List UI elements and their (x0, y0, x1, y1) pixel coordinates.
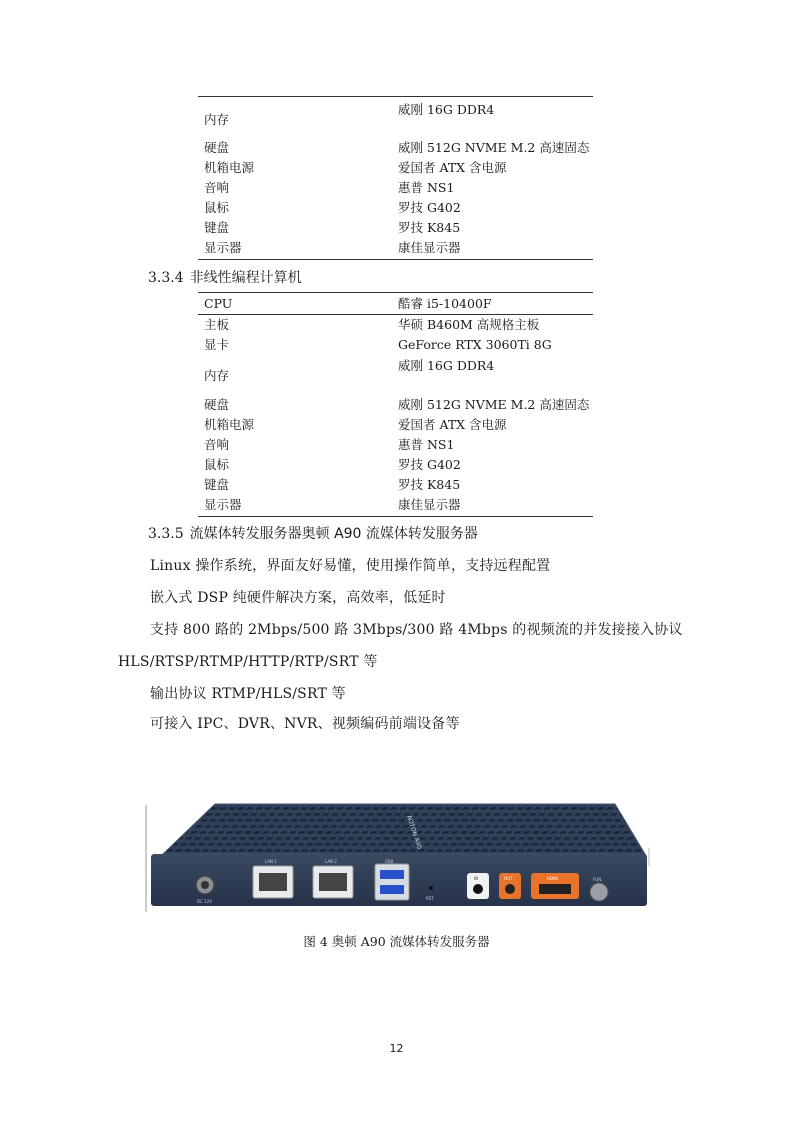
row-value: 康佳显示器 (398, 497, 461, 512)
table-bottom-rule (198, 259, 593, 260)
row-key: 显示器 (204, 497, 242, 512)
device-top (163, 804, 645, 854)
table-row (198, 100, 593, 140)
paragraph-streams-cont: HLS/RTSP/RTMP/HTTP/RTP/SRT 等 (118, 654, 378, 670)
table-row (198, 294, 593, 314)
row-value: 康佳显示器 (398, 240, 461, 255)
row-key: 显卡 (204, 337, 230, 352)
paragraph-os: Linux 操作系统，界面友好易懂，使用操作简单，支持远程配置 (150, 558, 551, 574)
table-row (198, 315, 593, 335)
section-title: 流媒体转发服务器奥顿 A90 流媒体转发服务器 (189, 526, 478, 542)
row-key: 显示器 (204, 240, 242, 255)
section-heading-3-3-4 (148, 267, 302, 287)
row-value: 酷睿 i5-10400F (398, 296, 492, 311)
section-number: 3.3.4 (148, 270, 184, 286)
paragraph-output: 输出协议 RTMP/HLS/SRT 等 (150, 686, 346, 702)
paragraph-input-devices: 可接入 IPC、DVR、NVR、视频编码前端设备等 (150, 716, 460, 732)
row-key: 主板 (204, 317, 230, 332)
row-key: 键盘 (204, 220, 230, 235)
table-row (198, 238, 593, 258)
row-value: 威刚 16G DDR4 (398, 358, 495, 373)
function-button (590, 883, 608, 901)
table-row (198, 178, 593, 198)
table-row (198, 495, 593, 515)
a90-device-image (145, 800, 650, 915)
table-row (198, 158, 593, 178)
section-heading-3-3-5 (148, 523, 478, 543)
table-row (198, 475, 593, 495)
row-value: 罗技 K845 (398, 477, 461, 492)
row-key: 硬盘 (204, 140, 230, 155)
row-value: 罗技 G402 (398, 457, 461, 472)
row-key: 机箱电源 (204, 160, 255, 175)
table-row (198, 435, 593, 455)
row-value: 爱国者 ATX 含电源 (398, 417, 507, 432)
row-value: 威刚 512G NVME M.2 高速固态 (398, 397, 590, 412)
row-value: 华硕 B460M 高规格主板 (398, 317, 540, 332)
table-row (198, 335, 593, 355)
table-row (198, 218, 593, 238)
row-key: 鼠标 (204, 200, 230, 215)
table-top-rule (198, 96, 593, 97)
row-key: CPU (204, 296, 233, 311)
reset-button (429, 886, 433, 890)
page-number: 12 (389, 1042, 404, 1055)
row-value: GeForce RTX 3060Ti 8G (398, 337, 552, 352)
rst-label: RST (426, 896, 434, 901)
row-key: 内存 (204, 112, 230, 127)
usb-port (375, 864, 409, 900)
table-row (198, 138, 593, 158)
table-bottom-rule (198, 516, 593, 517)
row-value: 罗技 K845 (398, 220, 461, 235)
row-value: 爱国者 ATX 含电源 (398, 160, 507, 175)
fun-label: FUN (593, 877, 602, 882)
hdmi-label: HDMI (547, 876, 558, 881)
dc-label: DC 12V (197, 899, 212, 904)
lan1-label: LAN 1 (265, 859, 277, 864)
table-top-rule (198, 292, 593, 293)
section-number: 3.3.5 (148, 526, 184, 542)
lan2-label: LAN 2 (325, 859, 337, 864)
row-value: 惠普 NS1 (398, 437, 455, 452)
device-brand-label: AOTON A90 (405, 814, 423, 851)
row-key: 硬盘 (204, 397, 230, 412)
row-value: 威刚 16G DDR4 (398, 102, 495, 117)
table-row (198, 415, 593, 435)
row-key: 音响 (204, 180, 230, 195)
figure-caption: 图 4 奥顿 A90 流媒体转发服务器 (303, 934, 490, 949)
row-value: 罗技 G402 (398, 200, 461, 215)
table-row (198, 455, 593, 475)
row-key: 音响 (204, 437, 230, 452)
section-title: 非线性编程计算机 (189, 270, 302, 286)
row-value: 惠普 NS1 (398, 180, 455, 195)
row-key: 鼠标 (204, 457, 230, 472)
paragraph-dsp: 嵌入式 DSP 纯硬件解决方案，高效率，低延时 (150, 590, 446, 606)
usb-label: USB (385, 859, 394, 864)
row-key: 机箱电源 (204, 417, 255, 432)
table-row (198, 198, 593, 218)
out-label: OUT (504, 876, 513, 881)
table-row (198, 395, 593, 415)
row-key: 键盘 (204, 477, 230, 492)
row-value: 威刚 512G NVME M.2 高速固态 (398, 140, 590, 155)
paragraph-streams: 支持 800 路的 2Mbps/500 路 3Mbps/300 路 4Mbps 的视频流的并发接接入协议 (150, 622, 683, 638)
row-key: 内存 (204, 368, 230, 383)
in-label: IN (474, 876, 479, 881)
table-row (198, 356, 593, 396)
